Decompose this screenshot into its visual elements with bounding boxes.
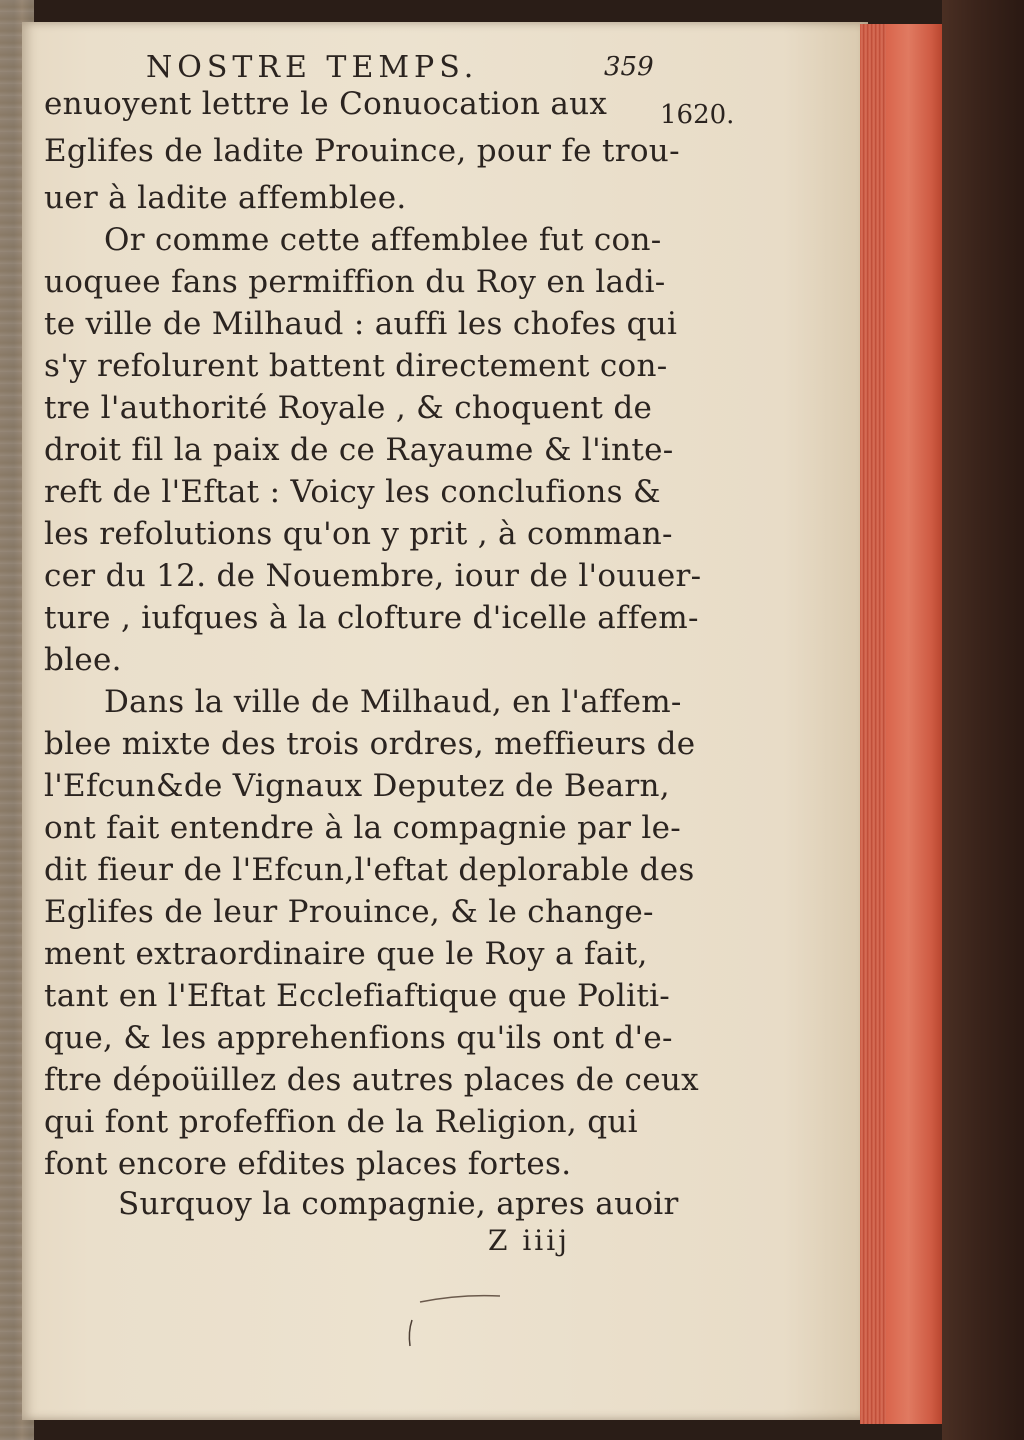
text-line: que, & les apprehenfions qu'ils ont d'e- bbox=[44, 1020, 673, 1056]
signature-mark: Z iiij bbox=[488, 1224, 570, 1257]
margin-year: 1620. bbox=[660, 100, 735, 130]
text-line: ment extraordinaire que le Roy a fait, bbox=[44, 936, 648, 972]
text-line: l'Efcun&de Vignaux Deputez de Bearn, bbox=[44, 768, 670, 804]
text-line: blee. bbox=[44, 642, 122, 678]
text-line: font encore efdites places fortes. bbox=[44, 1146, 572, 1182]
text-line: les refolutions qu'on y prit , à comman- bbox=[44, 516, 673, 552]
text-line: uer à ladite affemblee. bbox=[44, 180, 407, 216]
page-number: 359 bbox=[604, 52, 654, 82]
text-line: qui font profeffion de la Religion, qui bbox=[44, 1104, 638, 1140]
paragraph-first-line: Or comme cette affemblee fut con- bbox=[104, 222, 662, 258]
text-line: Eglifes de ladite Prouince, pour fe trou- bbox=[44, 133, 680, 169]
text-line: blee mixte des trois ordres, meffieurs de bbox=[44, 726, 696, 762]
running-title: NOSTRE TEMPS. bbox=[146, 50, 479, 85]
text-line: enuoyent lettre le Conuocation aux bbox=[44, 86, 608, 122]
text-line: tant en l'Eftat Ecclefiaftique que Politi- bbox=[44, 978, 671, 1014]
book-cover bbox=[942, 0, 1024, 1440]
red-edge bbox=[886, 24, 942, 1424]
text-line: te ville de Milhaud : auffi les chofes qui bbox=[44, 306, 678, 342]
text-line: cer du 12. de Nouembre, iour de l'ouuer- bbox=[44, 558, 702, 594]
paragraph-first-line: Surquoy la compagnie, apres auoir bbox=[118, 1186, 679, 1222]
text-line: uoquee fans permiffion du Roy en ladi- bbox=[44, 264, 666, 300]
text-line: tre l'authorité Royale , & choquent de bbox=[44, 390, 653, 426]
pencil-mark bbox=[400, 1290, 510, 1350]
text-line: Eglifes de leur Prouince, & le change- bbox=[44, 894, 654, 930]
text-line: reft de l'Eftat : Voicy les conclufions & bbox=[44, 474, 661, 510]
text-line: dit fieur de l'Efcun,l'eftat deplorable des bbox=[44, 852, 695, 888]
paragraph-first-line: Dans la ville de Milhaud, en l'affem- bbox=[104, 684, 682, 720]
text-line: s'y refolurent battent directement con- bbox=[44, 348, 668, 384]
text-line: ftre dépoüillez des autres places de ceux bbox=[44, 1062, 699, 1098]
text-line: ont fait entendre à la compagnie par le- bbox=[44, 810, 682, 846]
text-line: ture , iufques à la clofture d'icelle affem- bbox=[44, 600, 699, 636]
text-line: droit fil la paix de ce Rayaume & l'inte- bbox=[44, 432, 674, 468]
page-fore-edge bbox=[860, 24, 886, 1424]
